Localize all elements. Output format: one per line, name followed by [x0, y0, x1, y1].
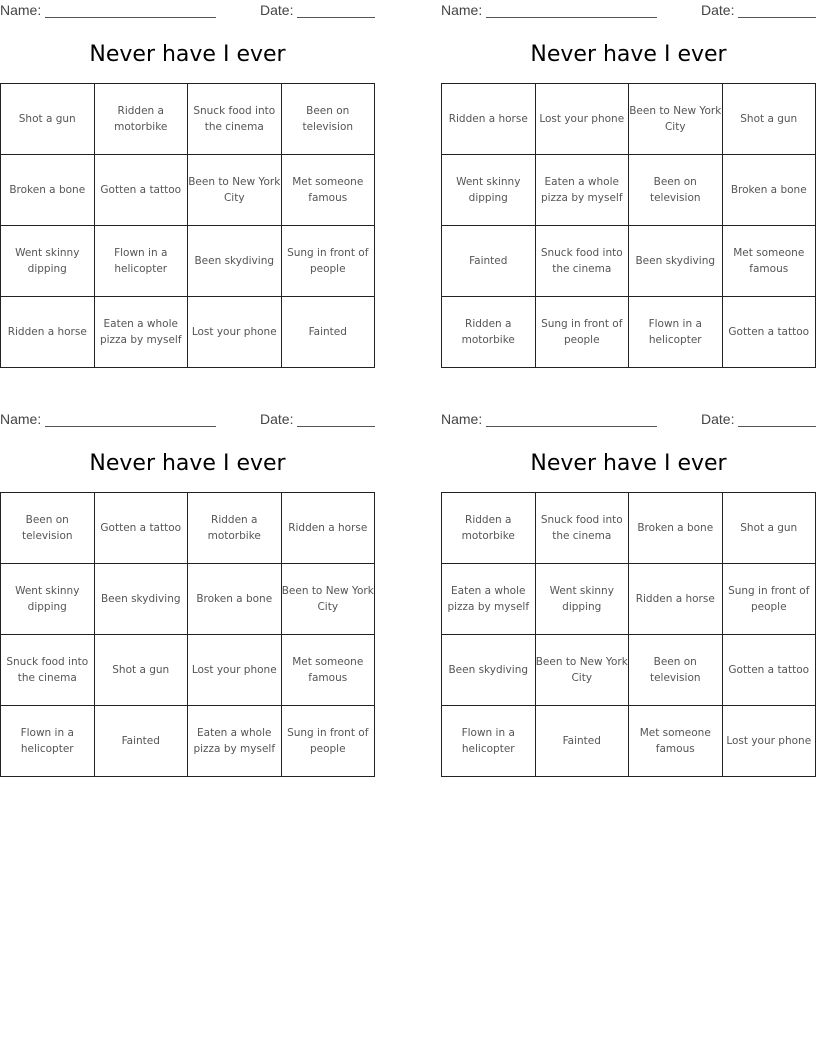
grid-cell: Been skydiving — [94, 564, 188, 635]
grid-row — [442, 226, 816, 297]
grid-cell: Gotten a tattoo — [94, 155, 188, 226]
grid-row — [442, 635, 816, 706]
card-title: Never have I ever — [89, 451, 286, 476]
grid-cell: Been to New York City — [629, 84, 723, 155]
grid-cell: Shot a gun — [722, 493, 816, 564]
grid-cell: Sung in front of people — [281, 226, 375, 297]
grid-cell: Been on television — [629, 155, 723, 226]
date-blank-line — [297, 17, 375, 18]
grid-cell: Eaten a whole pizza by myself — [442, 564, 536, 635]
grid-cell: Shot a gun — [94, 635, 188, 706]
grid-cell: Ridden a horse — [1, 297, 95, 368]
grid-cell: Eaten a whole pizza by myself — [188, 706, 282, 777]
card-header — [0, 409, 375, 431]
grid-cell: Met someone famous — [629, 706, 723, 777]
grid-row — [1, 155, 375, 226]
grid-cell: Ridden a motorbike — [442, 493, 536, 564]
grid-cell: Went skinny dipping — [1, 564, 95, 635]
grid-cell: Ridden a motorbike — [442, 297, 536, 368]
grid-cell: Ridden a motorbike — [188, 493, 282, 564]
date-blank-line — [297, 426, 375, 427]
name-blank-line — [45, 426, 216, 427]
grid-cell: Been on television — [1, 493, 95, 564]
date-blank-line — [738, 426, 816, 427]
grid-row — [1, 297, 375, 368]
grid-cell: Snuck food into the cinema — [535, 226, 629, 297]
grid-row — [1, 635, 375, 706]
grid-row — [1, 84, 375, 155]
date-label: Date: — [701, 411, 735, 427]
card-header — [441, 409, 816, 431]
bingo-grid — [0, 492, 375, 777]
bingo-grid — [441, 492, 816, 777]
grid-cell: Snuck food into the cinema — [1, 635, 95, 706]
grid-row — [442, 297, 816, 368]
grid-cell: Gotten a tattoo — [94, 493, 188, 564]
grid-cell: Fainted — [442, 226, 536, 297]
grid-cell: Flown in a helicopter — [442, 706, 536, 777]
grid-cell: Went skinny dipping — [442, 155, 536, 226]
grid-row — [1, 564, 375, 635]
grid-row — [442, 493, 816, 564]
grid-cell: Gotten a tattoo — [722, 635, 816, 706]
grid-cell: Shot a gun — [1, 84, 95, 155]
grid-cell: Snuck food into the cinema — [535, 493, 629, 564]
grid-cell: Been skydiving — [442, 635, 536, 706]
date-label: Date: — [260, 2, 294, 18]
grid-cell: Met someone famous — [281, 635, 375, 706]
grid-cell: Been on television — [629, 635, 723, 706]
grid-cell: Broken a bone — [629, 493, 723, 564]
grid-cell: Flown in a helicopter — [629, 297, 723, 368]
card-title: Never have I ever — [530, 451, 727, 476]
grid-cell: Met someone famous — [281, 155, 375, 226]
grid-cell: Ridden a motorbike — [94, 84, 188, 155]
grid-cell: Met someone famous — [722, 226, 816, 297]
grid-row — [442, 155, 816, 226]
grid-row — [442, 564, 816, 635]
date-label: Date: — [701, 2, 735, 18]
grid-cell: Ridden a horse — [629, 564, 723, 635]
grid-cell: Been skydiving — [188, 226, 282, 297]
name-label: Name: — [0, 2, 42, 18]
bingo-grid — [0, 83, 375, 368]
grid-cell: Ridden a horse — [442, 84, 536, 155]
grid-cell: Been to New York City — [281, 564, 375, 635]
grid-cell: Gotten a tattoo — [722, 297, 816, 368]
grid-cell: Been to New York City — [188, 155, 282, 226]
bingo-grid — [441, 83, 816, 368]
card-header — [441, 0, 816, 22]
grid-cell: Went skinny dipping — [535, 564, 629, 635]
name-blank-line — [486, 17, 657, 18]
grid-cell: Been to New York City — [535, 635, 629, 706]
grid-cell: Been skydiving — [629, 226, 723, 297]
grid-row — [1, 706, 375, 777]
name-blank-line — [45, 17, 216, 18]
grid-cell: Broken a bone — [722, 155, 816, 226]
grid-cell: Shot a gun — [722, 84, 816, 155]
grid-cell: Lost your phone — [188, 297, 282, 368]
grid-cell: Lost your phone — [535, 84, 629, 155]
grid-cell: Went skinny dipping — [1, 226, 95, 297]
grid-cell: Broken a bone — [188, 564, 282, 635]
grid-cell: Eaten a whole pizza by myself — [535, 155, 629, 226]
grid-cell: Eaten a whole pizza by myself — [94, 297, 188, 368]
grid-cell: Sung in front of people — [722, 564, 816, 635]
grid-cell: Sung in front of people — [535, 297, 629, 368]
grid-row — [442, 84, 816, 155]
card-header — [0, 0, 375, 22]
card-title: Never have I ever — [530, 42, 727, 67]
name-label: Name: — [0, 411, 42, 427]
grid-cell: Broken a bone — [1, 155, 95, 226]
name-label: Name: — [441, 411, 483, 427]
grid-cell: Lost your phone — [188, 635, 282, 706]
grid-cell: Sung in front of people — [281, 706, 375, 777]
card-title: Never have I ever — [89, 42, 286, 67]
date-label: Date: — [260, 411, 294, 427]
grid-cell: Flown in a helicopter — [1, 706, 95, 777]
name-blank-line — [486, 426, 657, 427]
grid-cell: Snuck food into the cinema — [188, 84, 282, 155]
grid-row — [442, 706, 816, 777]
grid-cell: Flown in a helicopter — [94, 226, 188, 297]
grid-cell: Been on television — [281, 84, 375, 155]
date-blank-line — [738, 17, 816, 18]
grid-cell: Ridden a horse — [281, 493, 375, 564]
grid-cell: Lost your phone — [722, 706, 816, 777]
grid-cell: Fainted — [94, 706, 188, 777]
grid-cell: Fainted — [281, 297, 375, 368]
name-label: Name: — [441, 2, 483, 18]
grid-cell: Fainted — [535, 706, 629, 777]
grid-row — [1, 493, 375, 564]
grid-row — [1, 226, 375, 297]
